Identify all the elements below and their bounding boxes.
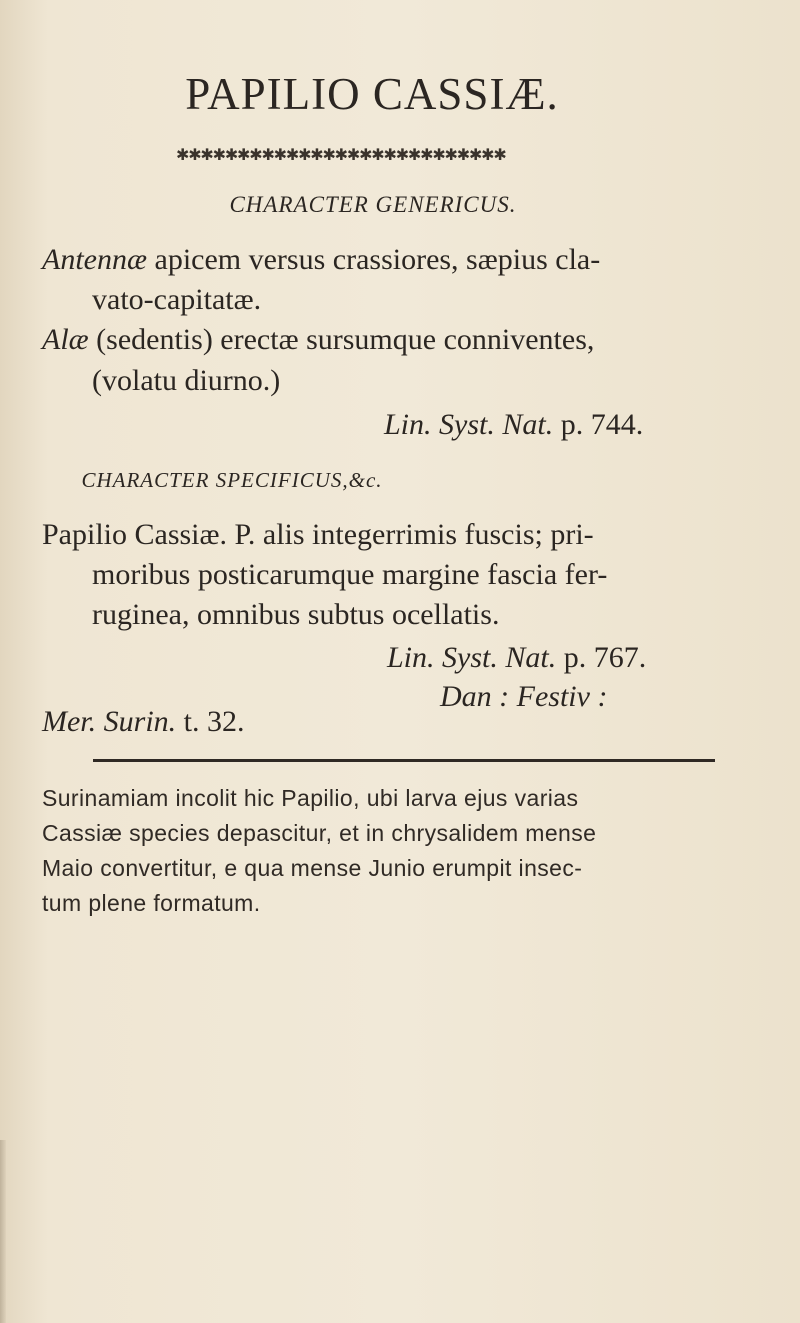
- page-title-text: PAPILIO CASSIÆ.: [185, 69, 559, 119]
- generic-character-heading-text: CHARACTER GENERICUS.: [229, 192, 517, 217]
- generic-line-3-text: (sedentis) erectæ sursumque conniventes,: [88, 323, 595, 356]
- specific-reference-1-page: p. 767.: [556, 641, 647, 674]
- specific-reference-1: [387, 643, 646, 673]
- specific-line-2: moribus posticarumque margine fascia fer-: [92, 558, 608, 591]
- specific-heading-main: CHARACTER SPECIFICUS,: [81, 468, 349, 492]
- generic-line-1-text: apicem versus crassiores, sæpius cla-: [147, 243, 601, 276]
- generic-reference: [384, 410, 643, 440]
- specific-line-1: Papilio Cassiæ. P. alis integerrimis fuscis; pri-: [42, 518, 594, 551]
- specific-character-heading: [0, 470, 800, 491]
- specific-reference-1-work: Lin. Syst. Nat.: [387, 641, 557, 674]
- page-title: [0, 69, 800, 119]
- generic-reference-page: p. 744.: [553, 408, 644, 441]
- generic-line-3: [42, 325, 594, 355]
- description-line-1: Surinamiam incolit hic Papilio, ubi larva ejus varias: [42, 785, 579, 811]
- generic-line-1: [42, 245, 600, 275]
- term-antennae: Antennæ: [42, 243, 147, 276]
- description-line-4: tum plene formatum.: [42, 890, 261, 916]
- term-alae: Alæ: [42, 323, 89, 356]
- specific-heading-etc: &c.: [348, 468, 383, 492]
- specific-character-heading-text: [81, 468, 466, 492]
- description-line-2: Cassiæ species depascitur, et in chrysalidem mense: [42, 820, 597, 846]
- ornament-divider: ✱✱✱✱✱✱✱✱✱✱✱✱✱✱✱✱✱✱✱✱✱✱✱✱✱✱✱: [176, 147, 506, 164]
- specific-reference-3: [42, 707, 245, 737]
- generic-line-4: (volatu diurno.): [92, 364, 281, 397]
- description-line-3: Maio convertitur, e qua mense Junio erumpit insec-: [42, 855, 583, 881]
- specific-line-3: ruginea, omnibus subtus ocellatis.: [92, 598, 500, 631]
- specific-reference-3-page: t. 32.: [176, 705, 245, 738]
- specific-reference-2: Dan : Festiv :: [440, 680, 608, 713]
- specific-reference-3-work: Mer. Surin.: [42, 705, 177, 738]
- section-rule: [93, 759, 715, 762]
- generic-line-2: vato-capitatæ.: [92, 283, 262, 316]
- generic-character-heading: [0, 193, 800, 216]
- generic-reference-work: Lin. Syst. Nat.: [384, 408, 554, 441]
- page-edge-shadow: [0, 1140, 6, 1323]
